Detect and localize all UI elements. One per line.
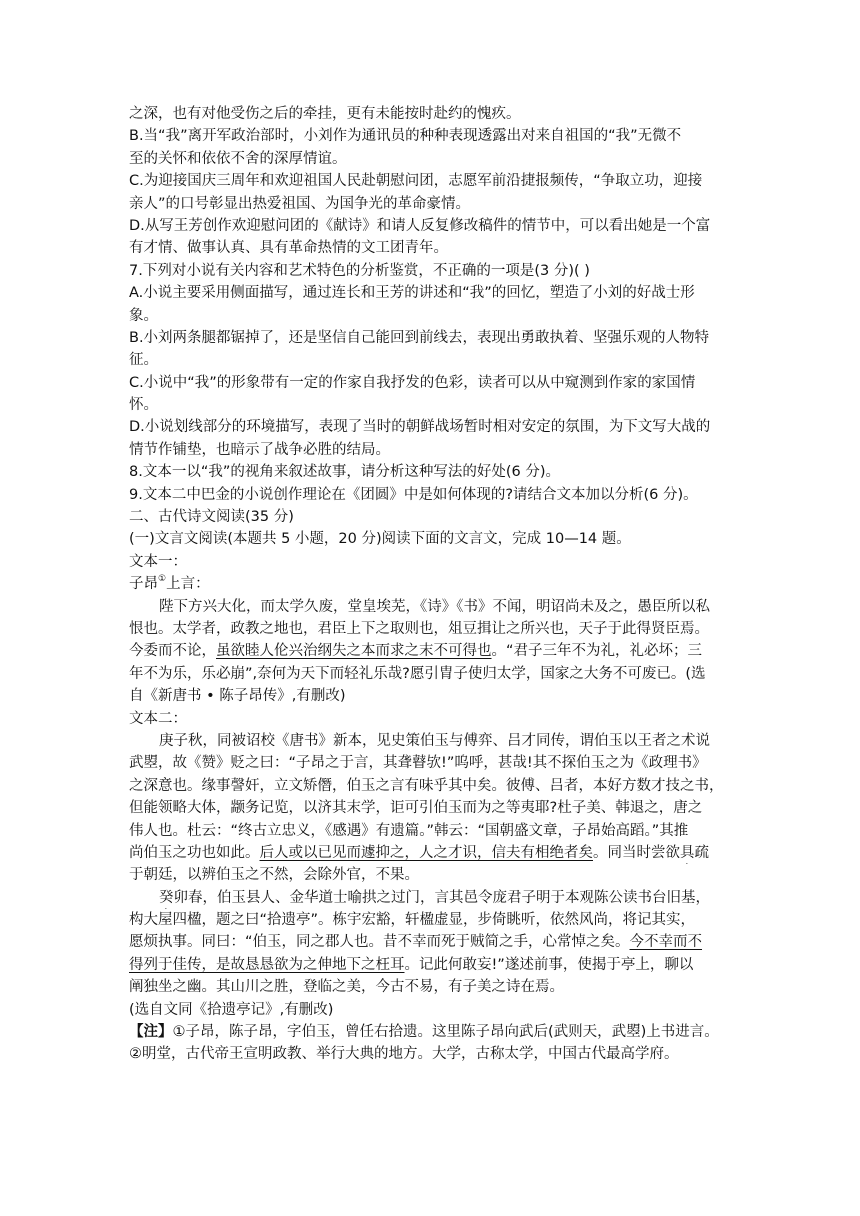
text-line xyxy=(129,618,732,640)
text-line xyxy=(129,215,732,237)
text-line xyxy=(129,864,732,886)
text-segment: 有才情、做事认真、具有革命热情的文工团青年。 xyxy=(129,240,448,257)
text-segment: 。同当时尝欲 xyxy=(593,844,680,861)
text-segment: 文本一： xyxy=(129,553,187,570)
text-line xyxy=(129,797,732,819)
text-segment: 于朝廷，以辨伯玉之不然，会除外官，不果。 xyxy=(129,867,419,884)
text-segment: 子昂 xyxy=(129,576,158,593)
emphasis-dot-char: 具 xyxy=(680,844,695,861)
text-line xyxy=(129,260,732,282)
text-segment: 上言： xyxy=(166,576,210,593)
text-segment: 亲人”的口号彰显出热爱祖国、为国争光的革命豪情。 xyxy=(129,195,471,212)
text-line xyxy=(129,775,732,797)
text-segment: 陛下方兴大化，而太学久废，堂皇埃芜，《诗》《书》不闻，明诏尚未及之，愚臣所以私 xyxy=(159,598,710,615)
text-line xyxy=(129,305,732,327)
emphasis-dot-char: 癸 xyxy=(159,889,174,906)
text-segment: 至的关怀和依依不舍的深厚情谊。 xyxy=(129,150,347,167)
text-line xyxy=(129,1043,732,1065)
text-segment: ②明堂，古代帝王宣明政教、举行大典的地方。大学，古称太学，中国古代最高学府。 xyxy=(129,1046,679,1063)
text-segment: 8.文本一以“我”的视角来叙述故事，请分析这种写法的好处(6 分)。 xyxy=(129,464,561,481)
text-segment: 象。 xyxy=(129,307,158,324)
text-segment: 构大屋四楹，题之曰“拾遗亭”。栋宇宏豁，轩楹虚显，步倚眺听，依然风尚，将记其实， xyxy=(129,912,696,929)
text-line xyxy=(129,461,732,483)
underlined-text: 今不幸而不 xyxy=(629,934,703,951)
text-line xyxy=(129,125,732,147)
text-segment: 今委而不论， xyxy=(129,643,216,660)
text-segment: 怀。 xyxy=(129,397,158,414)
text-segment: 庚子秋，同被诏校《唐书》新本，见史策伯玉与傅弈、吕才同传，谓伯玉以王者之术说 xyxy=(159,732,710,749)
text-segment: D.从写王芳创作欢迎慰问团的《献诗》和请人反复修改稿件的情节中，可以看出她是一个富 xyxy=(129,217,711,234)
text-segment: (一)文言文阅读(本题共 5 小题，20 分)阅读下面的文言文，完成 10—14 题。 xyxy=(129,531,631,548)
text-segment: 自《新唐书 • 陈子昂传》,有删改) xyxy=(129,688,346,705)
text-segment: 武曌，故《赞》贬之曰：“子昂之于言，其聋瞽欤!”呜呼，甚哉!其不探伯玉之为《政理书》 xyxy=(129,755,707,772)
footnote-marker: ① xyxy=(158,574,167,585)
underlined-text: 后人或以已见而遽抑之，人之才识，信夫有相绝者矣 xyxy=(259,844,593,861)
text-segment: 卯春，伯玉县人、金华道士喻拱之过门，言其邑令庞君子明于本观陈公读书台旧基， xyxy=(173,889,710,906)
text-segment: 之深，也有对他受伤之后的牵挂，更有未能按时赴约的愧疚。 xyxy=(129,106,521,122)
text-segment: 尚伯玉之功也如此。 xyxy=(129,844,260,861)
text-line xyxy=(129,103,732,125)
text-segment: 。记此何敢妄!”遂述前事，使揭于亭上，聊以 xyxy=(404,956,694,973)
text-segment: 。“君子三年不为礼，礼必坏；三 xyxy=(491,643,703,660)
text-segment: (选自文同《拾遗亭记》,有删改) xyxy=(129,1001,334,1018)
text-line xyxy=(129,708,732,730)
text-segment: C.为迎接国庆三周年和欢迎祖国人民赴朝慰问团，志愿军前沿捷报频传，“争取立功，迎接 xyxy=(129,173,703,190)
text-line xyxy=(129,327,732,349)
text-segment: 恨也。太学者，政教之地也，君臣上下之取则也，俎豆揖让之所兴也，天子于此得贤臣焉。 xyxy=(129,620,709,637)
text-segment: 但能领略大体，颛务记览，以济其末学，讵可引伯玉而为之等夷耶?杜子美、韩退之，唐之 xyxy=(129,800,703,817)
text-segment: 年不为乐，乐必崩”,奈何为天下而轻礼乐哉?愿引胄子使归太学，国家之大务不可废已。(选 xyxy=(129,665,706,682)
text-line xyxy=(129,931,732,953)
text-segment: 疏 xyxy=(694,844,709,861)
text-line xyxy=(129,416,732,438)
text-segment: 阐独坐之幽。其山川之胜，登临之美，今古不易，有子美之诗在焉。 xyxy=(129,979,564,996)
text-segment: 之深意也。缘事謦奸，立文矫僭，伯玉之言有味乎其中矣。彼傅、吕者，本好方数才技之书， xyxy=(129,777,724,794)
text-segment: 伟人也。杜云：“终古立忠义，《感遇》有遗篇。”韩云：“国朝盛文章，子昂始高蹈。”其推 xyxy=(129,822,689,839)
text-segment: 7.下列对小说有关内容和艺术特色的分析鉴赏，不正确的一项是(3 分)( ) xyxy=(129,262,590,279)
text-line xyxy=(129,551,732,573)
underlined-text: 虽欲睦人伦兴治纲失之本而求之末不可得也 xyxy=(216,643,492,660)
text-line xyxy=(129,193,732,215)
text-segment: A.小说主要采用侧面描写，通过连长和王芳的讲述和“我”的回忆，塑造了小刘的好战士形 xyxy=(129,285,695,302)
text-segment: D.小说划线部分的环境描写，表现了当时的朝鲜战场暂时相对安定的氛围，为下文写大战的 xyxy=(129,419,711,436)
text-line xyxy=(129,439,732,461)
text-line xyxy=(129,394,732,416)
text-line xyxy=(129,237,732,259)
text-line xyxy=(129,596,732,618)
text-segment: 文本二： xyxy=(129,710,187,727)
text-line xyxy=(129,484,732,506)
text-line xyxy=(129,820,732,842)
text-segment: 二、古代诗文阅读(35 分) xyxy=(129,509,294,526)
text-line xyxy=(129,573,732,595)
text-segment: 征。 xyxy=(129,352,158,369)
text-line xyxy=(129,148,732,170)
underlined-text: 得列于佳传，是故恳恳欲为之伸地下之枉耳 xyxy=(129,956,405,973)
text-segment: 情节作铺垫，也暗示了战争必胜的结局。 xyxy=(129,441,390,458)
note-label: 【注】 xyxy=(129,1024,173,1041)
text-segment: ①子昂，陈子昂，字伯玉，曾任右拾遗。这里陈子昂向武后(武则天，武曌)上书进言。 xyxy=(172,1024,719,1041)
text-segment: 9.文本二中巴金的小说创作理论在《团圆》中是如何体现的?请结合文本加以分析(6 分)。 xyxy=(129,486,698,503)
document-page xyxy=(129,103,732,1066)
text-line xyxy=(129,528,732,550)
text-line xyxy=(129,349,732,371)
text-line xyxy=(129,887,732,909)
text-line xyxy=(129,842,732,864)
text-line xyxy=(129,909,732,931)
text-line xyxy=(129,1021,732,1043)
text-line xyxy=(129,685,732,707)
text-line xyxy=(129,372,732,394)
text-segment: 愿烦执事。同曰：“伯玉，同之郡人也。昔不幸而死于贼简之手，心常悼之矣。 xyxy=(129,934,630,951)
text-line xyxy=(129,170,732,192)
text-line xyxy=(129,640,732,662)
text-line xyxy=(129,506,732,528)
text-line xyxy=(129,730,732,752)
text-segment: B.当“我”离开军政治部时，小刘作为通讯员的种种表现透露出对来自祖国的“我”无微不 xyxy=(129,128,682,145)
text-line xyxy=(129,752,732,774)
text-line xyxy=(129,282,732,304)
text-segment: B.小刘两条腿都锯掉了，还是坚信自己能回到前线去，表现出勇敢执着、坚强乐观的人物特 xyxy=(129,329,710,346)
text-line xyxy=(129,976,732,998)
text-segment: C.小说中“我”的形象带有一定的作家自我抒发的色彩，读者可以从中窥测到作家的家国情 xyxy=(129,374,696,391)
text-line xyxy=(129,663,732,685)
text-line xyxy=(129,999,732,1021)
text-line xyxy=(129,954,732,976)
